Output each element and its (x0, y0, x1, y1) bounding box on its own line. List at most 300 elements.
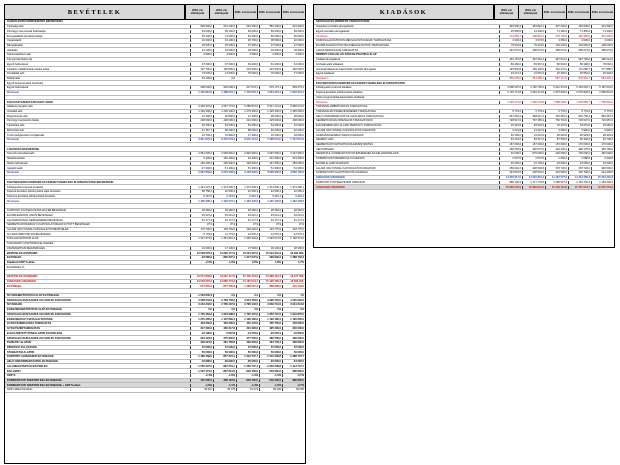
value-cell: 18 000,0 (259, 49, 282, 52)
row-label: STABILITÁSI ALAPOK (7, 350, 35, 354)
row-label: KÖZPONTI KÖLTSÉGVETÉSI KIADÁSOK (316, 180, 366, 184)
value-cell: 71 300,0 (545, 30, 568, 33)
row-label: Bányajáradék (7, 43, 23, 47)
row-label: SZOCIÁLIS HOZZÁJÁRULÁSI ADÓ ÉS JÁRULÉKOK (7, 336, 71, 340)
value-cell: 50 000,0 (190, 351, 213, 354)
value-cell: 67 457,7 (190, 129, 213, 132)
value-cell: -39 930,0 (213, 360, 236, 363)
value-cell: 15 836 042,9 (499, 186, 522, 189)
value-cell: 80 196,0 (568, 63, 591, 66)
value-cell: 4 667 773,0 (213, 105, 236, 108)
value-cell: 401 797,8 (499, 58, 522, 61)
value-cell: 803 739,4 (568, 115, 591, 118)
value-cell: 37,9 (190, 223, 213, 226)
value-cell: 353 822,1 (522, 25, 545, 28)
value-cell: 638 017,2 (522, 115, 545, 118)
value-cell: 42 505,4 (282, 190, 305, 193)
column-header: 2018. évi előirányzat (185, 5, 209, 19)
revenue-table-title: BEVÉTELEK (5, 5, 185, 19)
value-cell: 407 246,0 (545, 25, 568, 28)
value-cell: -549 200,0 (259, 379, 282, 382)
value-cell: 76 000,0 (259, 72, 282, 75)
value-cell: 150 800,0 (213, 68, 236, 71)
value-cell: 468 178,3 (568, 148, 591, 151)
value-cell: 3 900,0 (591, 129, 614, 132)
value-cell: 167 000,0 (499, 143, 522, 146)
value-cell: -1,1% (213, 384, 236, 387)
row-label: Kisadózó vállalkozások tételes adója (7, 67, 50, 71)
value-cell: 42 505,4 (213, 190, 236, 193)
row-label: VÁMSZÁMÍTÁSI MEGTÉRÜLÉS (7, 246, 45, 250)
value-cell: 18 800,0 (282, 134, 305, 137)
value-cell: 7 783 862,0 (591, 101, 614, 104)
value-cell: 5 779,2 (568, 110, 591, 113)
value-cell: 69 000,0 (236, 30, 259, 33)
value-cell: 859 125,9 (499, 181, 522, 184)
value-cell: -485 118,9 (213, 379, 236, 382)
value-cell: 536 600,0 (213, 86, 236, 89)
value-cell: 1 369 500,0 (282, 110, 305, 113)
revenue-table (4, 4, 306, 464)
value-cell: 45 021,2 (213, 214, 236, 217)
value-cell: 50 000,0 (213, 351, 236, 354)
value-cell: 320 317,0 (213, 327, 236, 330)
value-cell: 1 406 398,1 (190, 200, 213, 203)
value-cell: 18 100,0 (259, 134, 282, 137)
value-cell: 1 422 402,6 (282, 200, 305, 203)
value-cell: -386 800,0 (282, 370, 305, 373)
value-cell: 51 300,0 (282, 167, 305, 170)
row-label: NYUGDÍJBIZTOSÍTÁSI ALAP EGYENLEGE (7, 294, 60, 298)
value-cell: 428 590,8 (522, 167, 545, 170)
value-cell: 14 312 280,3 (568, 176, 591, 179)
value-cell: 13 412,9 (522, 129, 545, 132)
value-cell: 58 000,0 (236, 129, 259, 132)
row-label: Reklámadó (7, 76, 21, 80)
value-cell: 281 769,8 (213, 341, 236, 344)
row-label: ÁLLAMI VAGYONNAL KAPCSOLATOS KIADÁSOK (316, 166, 376, 170)
value-cell: 23 213,6 (522, 134, 545, 137)
value-cell: 321 300,0 (236, 327, 259, 330)
value-cell: 243 575,0 (499, 49, 522, 52)
row-label: ÁLLAMI VAGYONNAL KAPCSOLATOS BEVÉTELEK (7, 227, 69, 231)
value-cell: 28 382,0 (213, 209, 236, 212)
value-cell: 50 000,0 (259, 351, 282, 354)
value-cell: 13 048 676,3 (190, 252, 213, 255)
value-cell: 32 431,9 (545, 124, 568, 127)
value-cell: 260 000,0 (282, 68, 305, 71)
value-cell: -1,3% (236, 374, 259, 377)
value-cell: -24 000,0 (282, 360, 305, 363)
value-cell: 5 461,1 (236, 195, 259, 198)
row-label: ÁLLAMADÓSSÁG KEZELÉSÉNEK BEVÉTELEI (7, 218, 63, 222)
value-cell: -23 580,9 (190, 256, 213, 259)
value-cell: 340 200,0 (282, 327, 305, 330)
row-label: Összesen (7, 199, 20, 203)
row-label: NEMZETI CSALÁD- ÉS SZOCIÁLPOLITIKAI ALAP (316, 53, 377, 57)
value-cell: 90 400,0 (568, 138, 591, 141)
value-cell: 3 706 437,6 (213, 303, 236, 306)
value-cell: 28 923,6 (545, 134, 568, 137)
value-cell: 1 076 300,0 (190, 318, 213, 321)
value-cell: 139 769,0 (213, 228, 236, 231)
row-label: Kiadások GDP %-ában (7, 261, 35, 265)
value-cell: 325 200,0 (259, 327, 282, 330)
value-cell: 1 422 402,6 (259, 200, 282, 203)
value-cell: 3 327 900,0 (282, 152, 305, 155)
row-label: Személyi jövedelemadó (7, 152, 35, 156)
row-label: KÖZPONTI ALREDSZER EGYENLEGE (7, 355, 54, 359)
value-cell: 1 374 436,1 (213, 186, 236, 189)
value-cell: 103 233,0 (545, 44, 568, 47)
column-header: 2021. évi tervezet (542, 5, 566, 19)
row-label: Regisztrációs adó (7, 114, 28, 118)
value-cell: 104 500,0 (568, 44, 591, 47)
value-cell: 158 454,5 (499, 148, 522, 151)
value-cell: -2,3% (190, 261, 213, 264)
row-label: Játékadó (7, 48, 18, 52)
value-cell: 37 000,0 (190, 346, 213, 349)
value-cell: -1,3% (236, 384, 259, 387)
value-cell: 75 044,0 (499, 44, 522, 47)
value-cell: 2,5% (236, 261, 259, 264)
value-cell: 18 000,0 (282, 49, 305, 52)
value-cell: 18 100,0 (259, 247, 282, 250)
value-cell: 33 081,0 (591, 124, 614, 127)
value-cell: 7 678 889,7 (568, 101, 591, 104)
value-cell: 1 942 973,1 (282, 91, 305, 94)
value-cell: -1,8% (213, 374, 236, 377)
value-cell: 50 000,0 (236, 351, 259, 354)
value-cell: 6 245 573,0 (213, 138, 236, 141)
value-cell: 18 100,0 (282, 247, 305, 250)
value-cell: 719 957,0 (591, 119, 614, 122)
value-cell: 226 500,0 (213, 162, 236, 165)
value-cell: 192 400,0 (213, 157, 236, 160)
value-cell: 667 171,0 (545, 77, 568, 80)
value-cell: 461 300,0 (591, 35, 614, 38)
value-cell: 675 173,1 (259, 86, 282, 89)
value-cell: 176 000,0 (568, 143, 591, 146)
value-cell: 15 446 104,9 (545, 186, 568, 189)
value-cell: 3 708 733,0 (213, 299, 236, 302)
value-cell: 1 388 733,3 (282, 256, 305, 259)
row-label: Összesen (7, 171, 20, 175)
value-cell: 2 663 471,8 (522, 91, 545, 94)
value-cell: -115 134,0 (282, 285, 305, 288)
value-cell: 1 633 998,0 (213, 313, 236, 316)
value-cell: 83 517,6 (522, 138, 545, 141)
row-label: Jövedéki adó (7, 110, 23, 114)
value-cell: 1 171 779,9 (522, 181, 545, 184)
value-cell: -1,8% (190, 384, 213, 387)
value-cell: -0,7% (282, 374, 305, 377)
value-cell: 87 500,0 (545, 138, 568, 141)
row-label: Uniós programokkal kapcsolatos kiadások (316, 95, 365, 99)
value-cell: 15 031 227,5 (236, 252, 259, 255)
value-cell: 58 758,2 (190, 190, 213, 193)
value-cell: 51 274 (236, 388, 259, 391)
value-cell: 0,0 (282, 308, 305, 311)
row-label: TÁRSADALOMBIZTOSÍTÁS TÁMOGATÁSA (316, 105, 368, 109)
column-header: 2018. évi előirányzat (494, 5, 518, 19)
value-cell: 7 456 223,8 (522, 101, 545, 104)
row-label: GYÓGYSZERTÁMOGATÁS (7, 327, 40, 331)
value-cell: 45 021,2 (236, 214, 259, 217)
value-cell: 27 400,0 (236, 115, 259, 118)
row-label: TÁRSADALMI ÖSSZEVETÉSESEK TÁMOGATÁSA (316, 110, 377, 114)
row-label: ESA HIÁNY (7, 369, 22, 373)
row-label: SZOCIÁLIS ÉS NORMATÍV TÁMOGATÁSOK (316, 20, 370, 24)
value-cell: 0,0 (259, 308, 282, 311)
expenditure-table-body (314, 20, 614, 190)
value-cell: 225 000,0 (259, 119, 282, 122)
value-cell: 36 700,0 (236, 39, 259, 42)
value-cell: 206 600,0 (213, 119, 236, 122)
value-cell: 15 700,0 (190, 134, 213, 137)
value-cell: 3 609 900,0 (259, 171, 282, 174)
value-cell: 18 000,0 (236, 49, 259, 52)
value-cell: 45 021,2 (190, 214, 213, 217)
value-cell: 1 442 812,0 (190, 91, 213, 94)
value-cell: 59 600,0 (190, 30, 213, 33)
value-cell: 282 500,0 (259, 337, 282, 340)
row-label: ELKÜLÖNÍTETT PÉNZALAPOK EGYENLEGE (7, 331, 63, 335)
value-cell: 28 923,6 (568, 134, 591, 137)
value-cell: -806 307,4 (213, 256, 236, 259)
value-cell: 15 204 315,3 (591, 176, 614, 179)
value-cell: 846 387,3 (591, 115, 614, 118)
value-cell: 81 177,3 (190, 219, 213, 222)
row-label: Költségvetési szervek bevételei (7, 185, 44, 189)
row-label: Korhatár alatti ellátások (316, 62, 344, 66)
value-cell: 1 735 463,2 (190, 313, 213, 316)
value-cell: 5 779,2 (499, 110, 522, 113)
row-label: EGYÉB EURÓPAI UNIÓS BEVÉTELEK (7, 213, 53, 217)
value-cell: 243 516,6 (499, 171, 522, 174)
value-cell: 16 357 554,6 (591, 186, 614, 189)
value-cell: 35 000,0 (213, 44, 236, 47)
row-label: GAZDÁLKODÓ SZERVEZETEK BEFIZETÉSEI (7, 20, 63, 24)
value-cell: 3 076 000,0 (213, 171, 236, 174)
expenditure-table (313, 4, 615, 248)
value-cell: -837 813,0 (213, 370, 236, 373)
value-cell: 238 000,0 (282, 119, 305, 122)
row-label: NYUGDÍJ BIZTOSÍTÁSI BEVÉTELEK (7, 232, 51, 236)
value-cell: 80 843,0 (545, 63, 568, 66)
row-label: Összesen (7, 91, 20, 95)
value-cell: 37 000,0 (259, 44, 282, 47)
value-cell: 378 720,0 (568, 167, 591, 170)
value-cell: 43 937 (190, 388, 213, 391)
value-cell: 757 356,3 (522, 119, 545, 122)
column-header: 2019. évi előirányzat (209, 5, 233, 19)
row-label: TANULMÁNYI ÖSZTÖNDÍJ ELŐLEGEK (7, 242, 54, 246)
value-cell: 631 900,0 (282, 25, 305, 28)
value-cell: 378 720,0 (545, 167, 568, 170)
row-label: Társasági adó (7, 25, 24, 29)
value-cell: 7 588 299,0 (545, 101, 568, 104)
row-label: KÖLTSÉGVETÉSI SZERVEK ÉS FEJEZETI KEZELÉSŰ ELŐIRÁNYZATOK (316, 81, 405, 85)
value-cell: 870 000,0 (522, 152, 545, 155)
value-cell: 1 854 373,1 (259, 91, 282, 94)
row-label: Családi támogatások (316, 58, 341, 62)
row-label: BEVÉTELEK ÖSSZESEN (7, 251, 38, 255)
value-cell: 126 494,0 (236, 228, 259, 231)
value-cell: 718 627,0 (568, 119, 591, 122)
value-cell: 999 935,2 (259, 256, 282, 259)
value-cell: -649 450,0 (236, 379, 259, 382)
value-cell: -20 000,0 (236, 360, 259, 363)
row-label: Fejezeti kezelésű előirányzatok saját bevételei (7, 190, 61, 194)
value-cell: 3 097 900,0 (259, 152, 282, 155)
value-cell: 2 807 800,0 (190, 171, 213, 174)
value-cell: 1 748 473,6 (282, 237, 305, 240)
value-cell: 398 214,0 (591, 58, 614, 61)
row-label: Fejezeti kezelésű előirányzatok kiadásai (316, 91, 363, 95)
value-cell: 4 900,0 (236, 53, 259, 56)
value-cell: 617 573,1 (236, 86, 259, 89)
value-cell: 3 795 443,5 (236, 303, 259, 306)
value-cell: -5 967,8 (213, 332, 236, 335)
value-cell: 45 021,2 (259, 214, 282, 217)
row-label: ÁLLAMHÁZTARTÁSI EGYENLEG (7, 364, 48, 368)
value-cell: 304 778,4 (259, 341, 282, 344)
value-cell: 226 500,0 (236, 162, 259, 165)
row-label: Pénzügyi tranzakciós illeték (7, 119, 39, 123)
row-label: KÖLTSÉGVETÉSI SZERVEK ÉS FEJEZETI KEZELÉSŰ ELŐIRÁNYZATOK BEFIZETÉSEI (7, 180, 114, 184)
value-cell: 1 735 472,0 (236, 313, 259, 316)
value-cell: 2 576 826,0 (568, 91, 591, 94)
value-cell: 4 050,2 (545, 39, 568, 42)
row-label: Távközlési adó (7, 124, 25, 128)
value-cell: 162 474,0 (545, 68, 568, 71)
value-cell: 71 300,0 (591, 30, 614, 33)
value-cell: 91 177,3 (236, 219, 259, 222)
value-cell: 3 869 700,0 (282, 171, 305, 174)
value-cell: 145 822,8 (499, 68, 522, 71)
value-cell: 93 700,0 (591, 138, 614, 141)
value-cell: 1 107 800,4 (213, 318, 236, 321)
row-label: KIADÁSOK ÖSSZESEN (316, 176, 345, 180)
value-cell: 15 467 013,7 (568, 186, 591, 189)
value-cell: 259 642,2 (499, 167, 522, 170)
column-header: 2023. évi tervezet (281, 5, 305, 19)
value-cell: 56 000,0 (259, 35, 282, 38)
value-cell: 4 900,0 (259, 53, 282, 56)
value-cell: -1,9% (213, 261, 236, 264)
row-label: CÉLTARTALÉK (316, 147, 334, 151)
value-cell: 64 200,0 (282, 63, 305, 66)
value-cell: 74 000,0 (213, 72, 236, 75)
value-cell: 14 187 644,7 (236, 280, 259, 283)
value-cell: 37,9 (282, 223, 305, 226)
value-cell: 51 300,0 (259, 167, 282, 170)
value-cell: 11 773,0 (213, 233, 236, 236)
row-label: NEMZETI ADÓ (316, 138, 334, 142)
value-cell: 676 516,7 (568, 77, 591, 80)
value-cell: 37 000,0 (282, 346, 305, 349)
row-label: Kisvállalati adó (7, 72, 25, 76)
row-label: FOGYASZTÁSHOZ KAPCSOLT ADÓK (7, 100, 54, 104)
row-label: EGYENLEG % (7, 265, 25, 269)
value-cell: 246 921,0 (190, 341, 213, 344)
value-cell: 177 858,7 (591, 68, 614, 71)
value-cell: 1 149 300,0 (190, 110, 213, 113)
value-cell: 728 917,0 (499, 119, 522, 122)
value-cell: 0,0 (213, 308, 236, 311)
value-cell: 33 061,0 (568, 124, 591, 127)
value-cell: 64 200,0 (236, 63, 259, 66)
value-cell: 1 279 300,0 (236, 110, 259, 113)
value-cell: -1 389 737,7 (282, 355, 305, 358)
column-header: 2022. évi tervezet (257, 5, 281, 19)
value-cell: 16 392 230, (282, 280, 305, 283)
value-cell: 37 000,0 (282, 44, 305, 47)
row-label: GDP % (7, 374, 16, 378)
value-cell: 15 512 231,3 (259, 252, 282, 255)
value-cell: 1 325 300,0 (259, 110, 282, 113)
value-cell: 78 618,4 (591, 63, 614, 66)
expenditure-table-header (314, 5, 614, 20)
value-cell: 460 000,0 (591, 152, 614, 155)
value-cell: 425 000,0 (568, 25, 591, 28)
value-cell: -386 800,0 (282, 379, 305, 382)
value-cell: 435 200,0 (213, 322, 236, 325)
value-cell: -971 676,3 (190, 285, 213, 288)
value-cell: 69 000,0 (259, 30, 282, 33)
row-label: Pénzügyi szervezetek különadója (7, 29, 46, 33)
value-cell: 59 100,0 (190, 35, 213, 38)
value-cell: 23 200,0 (236, 157, 259, 160)
value-cell: 583 100,0 (259, 25, 282, 28)
value-cell: 15 446 172,0 (236, 275, 259, 278)
value-cell: 37,9 (259, 223, 282, 226)
row-label: Energiaellátók jövedelemadója (7, 34, 43, 38)
value-cell: 12 576,4 (259, 233, 282, 236)
value-cell: 3 941 844,6 (282, 303, 305, 306)
value-cell: 5 187 031,0 (591, 86, 614, 89)
value-cell: 34 100,0 (213, 39, 236, 42)
value-cell: 455 750,0 (259, 322, 282, 325)
value-cell: -16 835,6 (282, 332, 305, 335)
value-cell: 859 638,0 (259, 285, 282, 288)
value-cell: 62 000,0 (282, 129, 305, 132)
column-header: 2021. évi tervezet (233, 5, 257, 19)
value-cell: 167 000,0 (522, 143, 545, 146)
value-cell: 4 025 622,0 (282, 299, 305, 302)
value-cell: 45 021,2 (282, 214, 305, 217)
value-cell: -649 450,0 (236, 370, 259, 373)
value-cell: 32 000,0 (190, 39, 213, 42)
value-cell: 45 778 (213, 388, 236, 391)
value-cell: 54 200,0 (236, 124, 259, 127)
row-label: HELYI ÖNKORMÁNYZATOK ÁLTALÁNOS TÁMOGATÁSA (316, 114, 384, 118)
row-label: Összesen (316, 34, 328, 38)
row-label: FOGLALKOZTATÁSI ALAP (7, 237, 39, 241)
value-cell: 1 374 436,1 (236, 186, 259, 189)
value-cell: 4 792 752,0 (522, 86, 545, 89)
row-label: Egyéb szociális támogatások (316, 29, 350, 33)
value-cell: -1,0% (259, 384, 282, 387)
value-cell: 1 341 472,3 (190, 186, 213, 189)
value-cell: 37 000,0 (236, 44, 259, 47)
value-cell: 37 000,0 (213, 346, 236, 349)
value-cell: -1 097 473,0 (190, 370, 213, 373)
value-cell: 6 100,0 (190, 157, 213, 160)
row-label: SZOCIÁLIS HOZZÁJÁRULÁSI ADÓ ÉS JÁRULÉKOK (7, 312, 71, 316)
value-cell: 4 000,0 (591, 39, 614, 42)
